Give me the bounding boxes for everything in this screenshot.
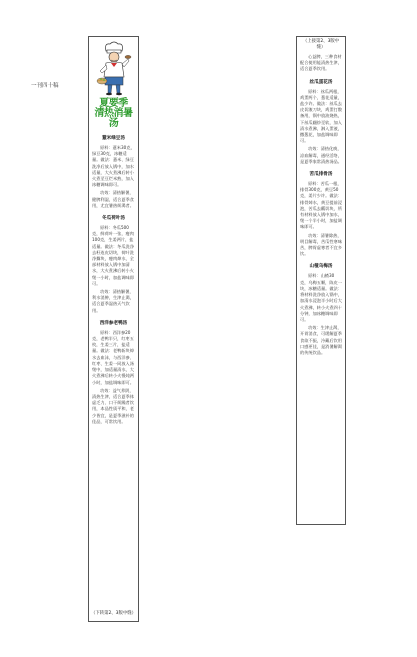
section-paragraph: 功效：益气养阴，清热生津，适合夏季体虚乏力、口干烦躁者饮用，本品性质平和，老少皆宜，是夏季滋补的佳品，可常饮用。	[92, 387, 134, 424]
section-paragraph: 原料：苦瓜一根，排骨300克，黄豆50克，姜片少许。做法：排骨焯水，黄豆提前浸泡，苦瓜去瓤切块，所有材料放入锅中加水，煲一个半小时，加盐调味即可。	[300, 181, 342, 230]
section-paragraph: 功效：清热解暑，健脾利湿，适合夏季食用，尤宜暑热烦渴者。	[92, 190, 134, 208]
continued-footer-note: （下转第2、3版中缝）	[90, 611, 137, 616]
section-heading: 冬瓜荷叶汤	[102, 216, 125, 222]
continued-header-note: （上接第2、3版中缝）	[302, 39, 340, 50]
section-heading: 山楂乌梅汤	[309, 264, 333, 270]
side-label: 一刊四十稿	[31, 83, 59, 89]
section-heading: 薏米绿豆汤	[102, 136, 125, 141]
section-heading: 西洋参老鸭汤	[99, 320, 128, 326]
section-paragraph: 原料：丝瓜两根，鸡蛋两个，葱花适量，盐少许。做法：丝瓜去皮切滚刀块，鸡蛋打散备用，锅中放油烧热，下丝瓜翻炒至软，加入清水煮沸，淋入蛋液，撒葱花，加盐调味即可。	[300, 88, 342, 144]
section-heading: 丝瓜蛋花汤	[309, 79, 333, 85]
section-paragraph: 功效：清热解暑，利水消肿，生津止渴，适合夏季湿热天气饮用。	[92, 289, 134, 313]
intro-paragraph: 心益脾，三种食材配合使用能清热生津，适合夏季饮用。	[300, 54, 342, 72]
column-title-line1: 夏要季	[99, 98, 128, 109]
section-paragraph: 原料：薏米30克，绿豆30克，冰糖适量。做法：薏米、绿豆洗净后放入锅中，加水适量，大火煮沸后转小火煮至豆烂米熟，加入冰糖调味即可。	[92, 145, 135, 188]
section-paragraph: 原料：冬瓜500克，鲜荷叶一张，瘦肉100克，生姜两片，盐适量。做法：冬瓜洗净去籽连皮切块，荷叶洗净撕块，瘦肉焯水，全部材料放入锅中加清水，大火煮沸后转小火煲一小时，加盐调味即可。	[92, 225, 134, 286]
chef-illustration	[96, 41, 132, 99]
article-column-right	[296, 36, 346, 525]
section-paragraph: 功效：生津止渴，开胃消食，可缓解夏季食欲不振，冷藏后饮用口感更佳，是消暑解渴的传统饮品。	[300, 325, 342, 355]
section-paragraph: 功效：清热化痰，凉血解毒，通经活络，是夏季家常清热汤品。	[300, 146, 342, 164]
section-heading: 苦瓜排骨汤	[309, 172, 333, 178]
section-paragraph: 原料：西洋参20克，老鸭半只，红枣五枚，生姜三片，盐适量。做法：老鸭斩块焯水去血沫，与西洋参、红枣、生姜一同放入汤煲中，加适量清水，大火煮沸后转小火慢炖两小时，加盐调味即可。	[92, 329, 134, 385]
section-paragraph: 功效：清暑除热，明目解毒，苦瓜性寒味苦，脾胃虚寒者不宜多饮。	[300, 232, 342, 257]
article-column-left	[88, 36, 139, 622]
section-paragraph: 原料：山楂30克，乌梅五颗，陈皮一块，冰糖适量。做法：将材料洗净放入锅中，加清水浸泡半小时后大火煮沸，转小火煮四十分钟，加冰糖调味即可。	[300, 273, 342, 322]
column-title-line2: 清热消暑汤	[94, 108, 133, 129]
